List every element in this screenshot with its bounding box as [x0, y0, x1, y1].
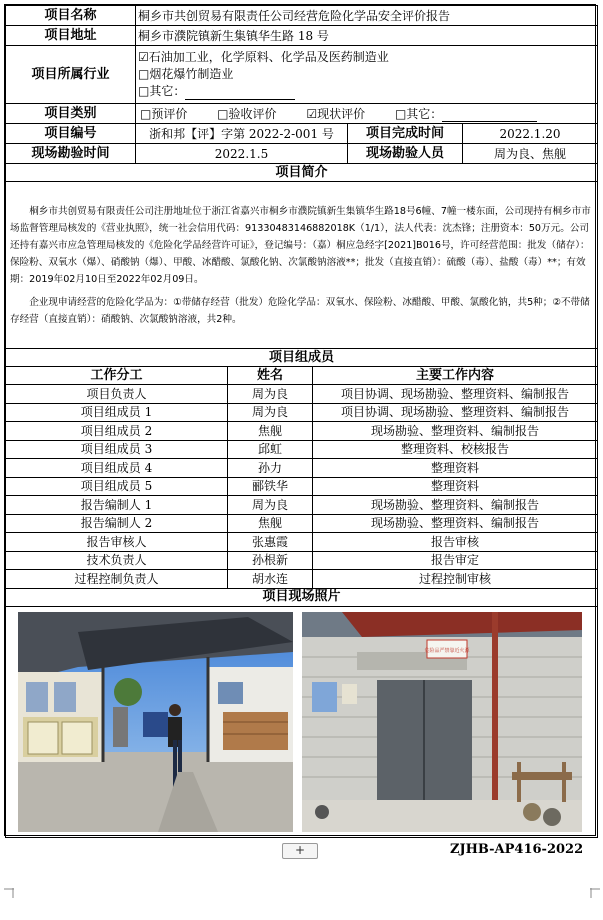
crop-mark-left [4, 888, 14, 898]
member-duty: 整理资料、校核报告 [313, 440, 598, 459]
member-role: 技术负责人 [6, 551, 228, 570]
members-header-duty: 主要工作内容 [313, 367, 598, 385]
evaluation-form [4, 4, 596, 836]
type-option-other[interactable]: □其它： [394, 106, 443, 121]
members-header-name: 姓名 [228, 367, 313, 385]
type-other-blank [442, 109, 537, 122]
survey-time-value: 2022.1.5 [136, 144, 348, 164]
members-rows [6, 385, 598, 589]
completion-time-label: 项目完成时间 [348, 124, 463, 144]
member-role: 项目负责人 [6, 385, 228, 404]
member-name: 孙根新 [228, 551, 313, 570]
member-role: 项目组成员 4 [6, 459, 228, 478]
member-role: 项目组成员 3 [6, 440, 228, 459]
industry-option-other[interactable] [138, 83, 595, 100]
member-row [6, 440, 598, 459]
member-name: 郦铁华 [228, 477, 313, 496]
member-duty: 项目协调、现场勘验、整理资料、编制报告 [313, 385, 598, 404]
project-info-table [5, 5, 598, 349]
intro-title: 项目简介 [6, 164, 598, 182]
member-duty: 现场勘验、整理资料、编制报告 [313, 514, 598, 533]
member-name: 焦舰 [228, 514, 313, 533]
member-name: 周为良 [228, 403, 313, 422]
member-name: 孙力 [228, 459, 313, 478]
member-duty: 过程控制审核 [313, 570, 598, 589]
site-photo-storage-door [302, 612, 582, 832]
industry-options [136, 46, 598, 104]
survey-staff-label: 现场勘验人员 [348, 144, 463, 164]
members-title: 项目组成员 [6, 349, 598, 367]
photos-area [6, 607, 597, 837]
member-role: 过程控制负责人 [6, 570, 228, 589]
survey-staff-value: 周为良、焦舰 [463, 144, 598, 164]
member-row [6, 551, 598, 570]
members-header-role: 工作分工 [6, 367, 228, 385]
member-role: 项目组成员 5 [6, 477, 228, 496]
photos-cell [6, 606, 598, 837]
member-name: 张惠霞 [228, 533, 313, 552]
project-address-value: 桐乡市濮院镇新生集镇华生路 18 号 [136, 26, 598, 46]
add-button[interactable]: + [282, 843, 318, 859]
intro-paragraph-2: 企业现申请经营的危险化学品为：①带储存经营（批发）危险化学品：双氧水、保险粉、冰醋酸、甲酸、氯酸化钠，共5种；②不带储存经营（直接直销）：硝酸钠、次氯酸钠溶液，共2种。 [10, 296, 590, 325]
project-address-label: 项目地址 [6, 26, 136, 46]
member-duty: 报告审核 [313, 533, 598, 552]
member-name: 焦舰 [228, 422, 313, 441]
member-duty: 现场勘验、整理资料、编制报告 [313, 496, 598, 515]
type-label: 项目类别 [6, 104, 136, 124]
project-number-value: 浙和邦【评】字第 2022-2-001 号 [136, 124, 348, 144]
member-row [6, 385, 598, 404]
intro-paragraph-1: 桐乡市共创贸易有限责任公司注册地址位于浙江省嘉兴市桐乡市濮院镇新生集镇华生路18号6幢、7幢一楼东面，公司现持有桐乡市市场监督管理局核发的《营业执照》，统一社会信用代码：91330483146882018K（1/1），法人代表：沈杰锋；注册资本：50万元。公司还持有嘉兴市应急管理局核发的《危险化学品经营许可证》，登记编号：（嘉）桐应急经字[2021]B016号，许可经营范围：批发（储存）：保险粉、双氧水（爆）、硝酸钠（爆）、甲酸、冰醋酸、氯酸化钠、次氯酸钠溶液**；批发（直接直销）：硫酸（毒）、盐酸（毒）**；有效期：2019年02月10日至2022年02月09日。 [10, 205, 591, 285]
member-role: 报告审核人 [6, 533, 228, 552]
member-row [6, 570, 598, 589]
type-option-acceptance[interactable]: □验收评价 [217, 106, 277, 121]
document-code: ZJHB-AP416-2022 [450, 842, 584, 857]
industry-other-blank [185, 87, 295, 100]
member-row [6, 514, 598, 533]
member-name: 邱虹 [228, 440, 313, 459]
member-role: 报告编制人 2 [6, 514, 228, 533]
member-name: 周为良 [228, 496, 313, 515]
member-duty: 报告审定 [313, 551, 598, 570]
member-row [6, 422, 598, 441]
member-duty: 整理资料 [313, 477, 598, 496]
member-row [6, 459, 598, 478]
type-option-current[interactable]: ☑现状评价 [306, 106, 366, 121]
member-row [6, 477, 598, 496]
photos-title: 项目现场照片 [6, 588, 598, 606]
survey-time-label: 现场勘验时间 [6, 144, 136, 164]
industry-label: 项目所属行业 [6, 46, 136, 104]
site-photo-warehouse-yard [18, 612, 293, 832]
member-duty: 项目协调、现场勘验、整理资料、编制报告 [313, 403, 598, 422]
intro-body [6, 182, 598, 349]
member-row [6, 533, 598, 552]
member-role: 项目组成员 1 [6, 403, 228, 422]
type-option-pre[interactable]: □预评价 [140, 106, 188, 121]
member-name: 胡水连 [228, 570, 313, 589]
member-role: 报告编制人 1 [6, 496, 228, 515]
crop-mark-right [590, 888, 600, 898]
members-table [5, 348, 598, 838]
member-duty: 整理资料 [313, 459, 598, 478]
project-name-label: 项目名称 [6, 6, 136, 26]
project-name-value: 桐乡市共创贸易有限责任公司经营危险化学品安全评价报告 [136, 6, 598, 26]
member-row [6, 403, 598, 422]
member-name: 周为良 [228, 385, 313, 404]
project-number-label: 项目编号 [6, 124, 136, 144]
type-options [136, 104, 598, 124]
member-duty: 现场勘验、整理资料、编制报告 [313, 422, 598, 441]
industry-option-chemical[interactable]: ☑石油加工业，化学原料、化学品及医药制造业 [138, 50, 389, 64]
industry-option-fireworks[interactable]: □烟花爆竹制造业 [138, 67, 234, 81]
warning-sign-text: 危险品严禁靠近火源 [424, 647, 470, 654]
member-role: 项目组成员 2 [6, 422, 228, 441]
completion-time-value: 2022.1.20 [463, 124, 598, 144]
industry-option-other-label: □其它： [138, 84, 186, 98]
member-row [6, 496, 598, 515]
